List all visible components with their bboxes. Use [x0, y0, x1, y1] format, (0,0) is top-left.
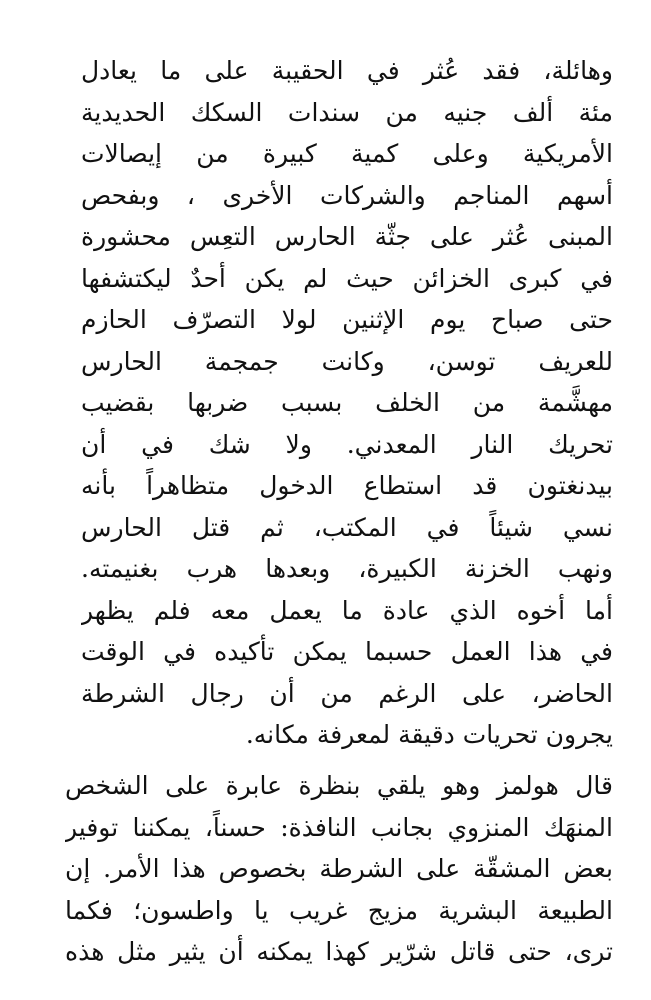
text-line: مئة ألف جنيه من سندات السكك الحديدية	[81, 97, 613, 127]
text-line: أما أخوه الذي عادة ما يعمل معه فلم يظهر	[81, 595, 613, 625]
paragraph-2	[65, 765, 613, 973]
text-line: ونهب الخزنة الكبيرة، وبعدها هرب بغنيمته.	[81, 554, 613, 583]
text-line: الحاضر، على الرغم من أن رجال الشرطة	[81, 678, 613, 708]
text-line: الأمريكية وعلى كمية كبيرة من إيصالات	[81, 139, 613, 168]
text-line: في هذا العمل حسبما يمكن تأكيده في الوقت	[81, 637, 613, 666]
text-line: مهشَّمة من الخلف بسبب ضربها بقضيب	[81, 388, 613, 417]
text-line: في كبرى الخزائن حيث لم يكن أحدٌ ليكتشفها	[81, 263, 613, 293]
text-line: ترى، حتى قاتل شرّير كهذا يمكنه أن يثير مثل هذه	[65, 937, 613, 966]
text-line: للعريف توسن، وكانت جمجمة الحارس	[81, 346, 613, 376]
text-line: تحريك النار المعدني. ولا شك في أن	[81, 429, 613, 459]
text-line: المنهَك المنزوي بجانب النافذة: حسناً، يمكننا توفير	[65, 812, 613, 842]
text-line: قال هولمز وهو يلقي بنظرة عابرة على الشخص	[65, 771, 613, 800]
text-line: يجرون تحريات دقيقة لمعرفة مكانه.	[245, 720, 613, 749]
text-line: المبنى عُثر على جثّة الحارس التعِس محشورة	[81, 222, 613, 251]
text-line: بعض المشقّة على الشرطة بخصوص هذا الأمر. إن	[65, 854, 613, 883]
text-line: نسي شيئاً في المكتب، ثم قتل الحارس	[81, 512, 613, 542]
text-line: أسهم المناجم والشركات الأخرى ، وبفحص	[81, 180, 613, 210]
text-line: حتى صباح يوم الإثنين لولا التصرّف الحازم	[81, 305, 613, 334]
paragraph-1	[81, 50, 613, 756]
text-line: بيدنغتون قد استطاع الدخول متظاهراً بأنه	[81, 471, 613, 500]
text-line: وهائلة، فقد عُثر في الحقيبة على ما يعادل	[81, 56, 613, 85]
text-line: الطبيعة البشرية مزيج غريب يا واطسون؛ فكما	[65, 895, 613, 925]
